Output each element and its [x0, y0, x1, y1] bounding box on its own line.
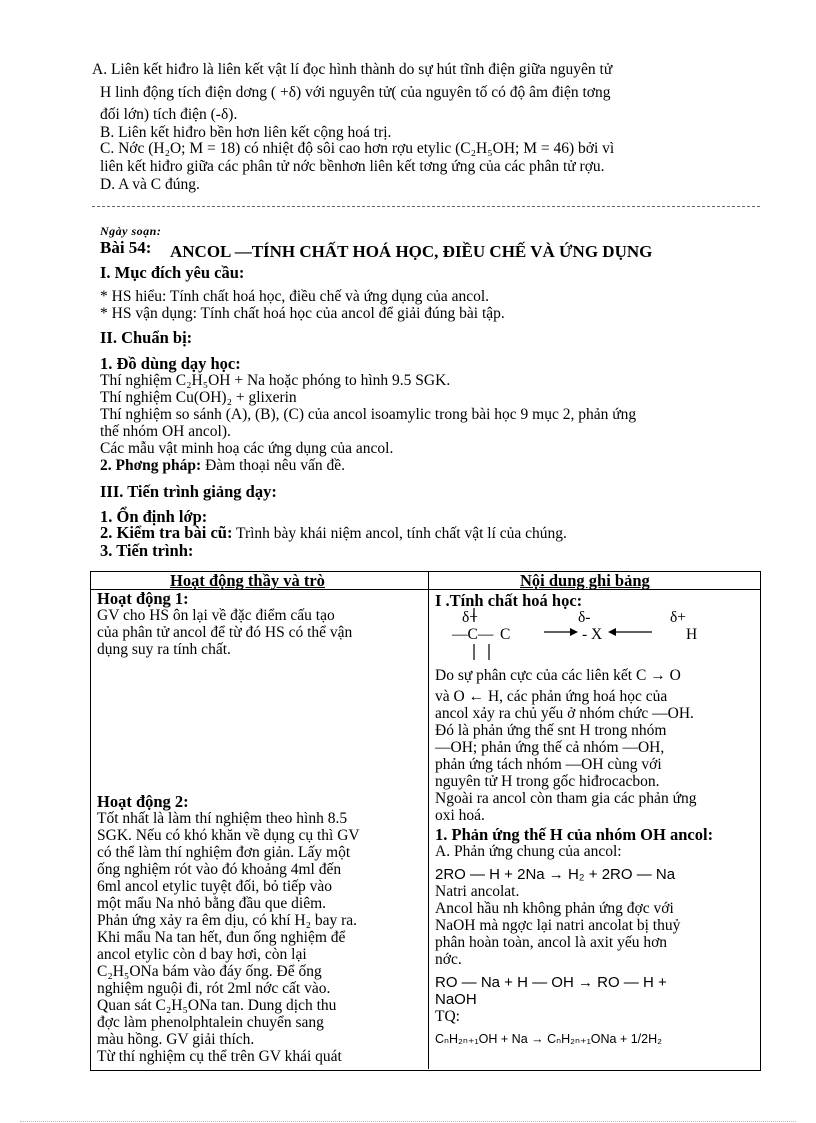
delta-plus-carbon: δ+ [462, 609, 479, 626]
method-label: 2. Phơng pháp: [100, 457, 202, 474]
delta-minus-oxygen: δ- [578, 609, 591, 626]
polarity-paragraph-line: Ngoài ra ancol còn tham gia các phản ứng [435, 790, 697, 807]
equation-1: 2RO — H + 2Na → H₂ + 2RO — Na [435, 866, 676, 883]
materials-heading: 1. Đồ dùng dạy học: [100, 354, 241, 373]
step-3: 3. Tiến trình: [100, 541, 194, 560]
carbon-atom: C [500, 626, 511, 643]
option-d: D. A và C đúng. [100, 176, 200, 193]
page-bottom-border [20, 1121, 796, 1122]
material-4: thế nhóm OH ancol). [100, 423, 231, 440]
step-2-label: 2. Kiểm tra bài cũ: [100, 523, 233, 542]
step-2-text: Trình bày khái niệm ancol, tính chất vật lí của chúng. [232, 525, 567, 542]
activity-2-line: Phản ứng xảy ra êm dịu, có khí H₂ bay ra. [97, 912, 358, 929]
method-text: Đàm thoại nêu vấn đề. [201, 457, 345, 474]
activity-2-line: Khi mẩu Na tan hết, đun ống nghiệm để [97, 929, 346, 946]
polarity-paragraph-line: Đó là phản ứng thế snt H trong nhóm [435, 722, 667, 739]
activity-2-line: đợc làm phenolphtalein chuyển sang [97, 1014, 324, 1031]
hydrolysis-paragraph-line: phân hoàn toàn, ancol là axit yếu hơn [435, 934, 668, 951]
polarity-paragraph-line: nguyên tử H trong gốc hiđrocacbon. [435, 773, 660, 790]
polarity-paragraph-line: Do sự phân cực của các liên kết C → O [435, 667, 681, 684]
activity-2-line: Quan sát C₂H₅ONa tan. Dung dịch thu [97, 997, 337, 1014]
option-a-line-2: H linh động tích điện dơng ( +δ) với nguyên tử( của nguyên tố có độ âm điện tơng [100, 84, 611, 101]
activity-1-line: của phân tử ancol để từ đó HS có thể vận [97, 624, 353, 641]
step-1: 1. Ổn định lớp: [100, 507, 208, 526]
polarity-paragraph-line: và O ← H, các phản ứng hoá học của [435, 688, 668, 705]
hydrogen-atom: H [686, 626, 698, 643]
material-2: Thí nghiệm Cu(OH)₂ + glixerin [100, 389, 297, 406]
equation-2-line-1: RO — Na + H — OH → RO — H + [435, 974, 667, 991]
equation-3: CₙH₂ₙ₊₁OH + Na → CₙH₂ₙ₊₁ONa + 1/2H₂ [435, 1032, 662, 1046]
activity-2-line: Tốt nhất là làm thí nghiệm theo hình 8.5 [97, 810, 348, 827]
reaction-1-heading: 1. Phản ứng thế H của nhóm OH ancol: [435, 825, 714, 844]
polarity-paragraph-line: ancol xảy ra chủ yếu ở nhóm chức —OH. [435, 705, 694, 722]
activity-2-heading: Hoạt động 2: [97, 792, 189, 811]
activity-2-line: màu hồng. GV giải thích. [97, 1031, 255, 1048]
polarity-paragraph-line: phản ứng tách nhóm —OH cùng với [435, 756, 662, 773]
equation-1-product-name: Natri ancolat. [435, 883, 520, 900]
general-reaction-label: A. Phản ứng chung của ancol: [435, 843, 622, 860]
activity-1-line: GV cho HS ôn lại về đặc điểm cấu tạo [97, 607, 335, 624]
hydrolysis-paragraph-line: Ancol hầu nh không phản ứng đợc với [435, 900, 674, 917]
activity-2-line: SGK. Nếu có khó khăn về dụng cụ thì GV [97, 827, 360, 844]
objective-2: * HS vận dụng: Tính chất hoá học của ancol để giải đúng bài tập. [100, 305, 505, 322]
activity-2-line: có thể làm thí nghiệm đơn giản. Lấy một [97, 844, 351, 861]
arrow-head [608, 628, 616, 636]
left-column [97, 590, 423, 658]
column-header-notes: Nội dung ghi bảng [520, 571, 650, 590]
option-a-line-3: đối lớn) tích điện (-δ). [100, 106, 238, 123]
activity-2-line: C₂H₅ONa bám vào đáy ống. Để ống [97, 963, 322, 980]
activity-2-line: nghiệm nguội đi, rót 2ml nớc cất vào. [97, 980, 331, 997]
general-formula-label: TQ: [435, 1008, 460, 1025]
section-1-heading: I. Mục đích yêu cầu: [100, 263, 245, 282]
section-2-heading: II. Chuẩn bị: [100, 328, 193, 347]
right-column-body [435, 667, 757, 1048]
activity-1-heading: Hoạt động 1: [97, 589, 189, 608]
table-column-divider [428, 571, 429, 1069]
activity-2-line: Từ thí nghiệm cụ thể trên GV khái quát [97, 1048, 342, 1065]
activity-2-line: ancol etylic còn d bay hơi, còn lại [97, 946, 307, 963]
material-3: Thí nghiệm so sánh (A), (B), (C) của ancol isoamylic trong bài học 9 mục 2, phản ứng [100, 406, 637, 423]
polarity-paragraph-line: oxi hoá. [435, 807, 485, 824]
arrow-head [570, 628, 578, 636]
material-5: Các mẫu vật minh hoạ các ứng dụng của ancol. [100, 440, 394, 457]
section-3-heading: III. Tiến trình giảng dạy: [100, 482, 277, 501]
section-divider [92, 206, 760, 207]
lesson-title: ANCOL —TÍNH CHẤT HOÁ HỌC, ĐIỀU CHẾ VÀ ỨNG DỤNG [170, 242, 653, 261]
method-line [100, 457, 345, 474]
oxygen-atom: - X [582, 626, 603, 643]
activity-2-line: 6ml ancol etylic tuyệt đối, bỏ tiếp vào [97, 878, 333, 895]
lesson-number: Bài 54: [100, 238, 152, 257]
activity-1-line: dụng suy ra tính chất. [97, 641, 231, 658]
objective-1: * HS hiểu: Tính chất hoá học, điều chế và ứng dụng của ancol. [100, 288, 490, 305]
column-header-activities: Hoạt động thầy và trò [170, 571, 325, 590]
left-column-activity-2 [97, 793, 423, 1065]
option-a-line-1: A. Liên kết hiđro là liên kết vật lí đọc hình thành do sự hút tĩnh điện giữa nguyên tử [92, 61, 613, 78]
hydrolysis-paragraph-line: NaOH mà ngợc lại natri ancolat bị thuỷ [435, 917, 681, 934]
activity-2-line: ống nghiệm rót vào đó khoảng 4ml đến [97, 861, 342, 878]
date-label: Ngày soạn: [100, 224, 162, 238]
activity-2-line: một mẩu Na nhỏ bằng đầu que diêm. [97, 895, 327, 912]
option-c-line-2: liên kết hiđro giữa các phân tử nớc bềnhơn liên kết tơng ứng của các phân tử rợu. [100, 158, 605, 175]
delta-plus-hydrogen: δ+ [670, 609, 687, 626]
step-2-line [100, 524, 567, 542]
chemical-properties-heading: I .Tính chất hoá học: [435, 591, 583, 610]
polarity-paragraph-line: —OH; phản ứng thế cả nhóm —OH, [435, 739, 665, 756]
option-c-line-1: C. Nớc (H₂O; M = 18) có nhiệt độ sôi cao hơn rợu etylic (C₂H₅OH; M = 46) bởi vì [100, 140, 615, 157]
option-b: B. Liên kết hiđro bền hơn liên kết cộng hoá trị. [100, 124, 392, 141]
hydrolysis-paragraph-line: nớc. [435, 951, 462, 968]
equation-2-line-2: NaOH [435, 991, 477, 1008]
material-1: Thí nghiệm C₂H₅OH + Na hoặc phóng to hình 9.5 SGK. [100, 372, 451, 389]
carbon-chain: —C— [452, 626, 494, 643]
